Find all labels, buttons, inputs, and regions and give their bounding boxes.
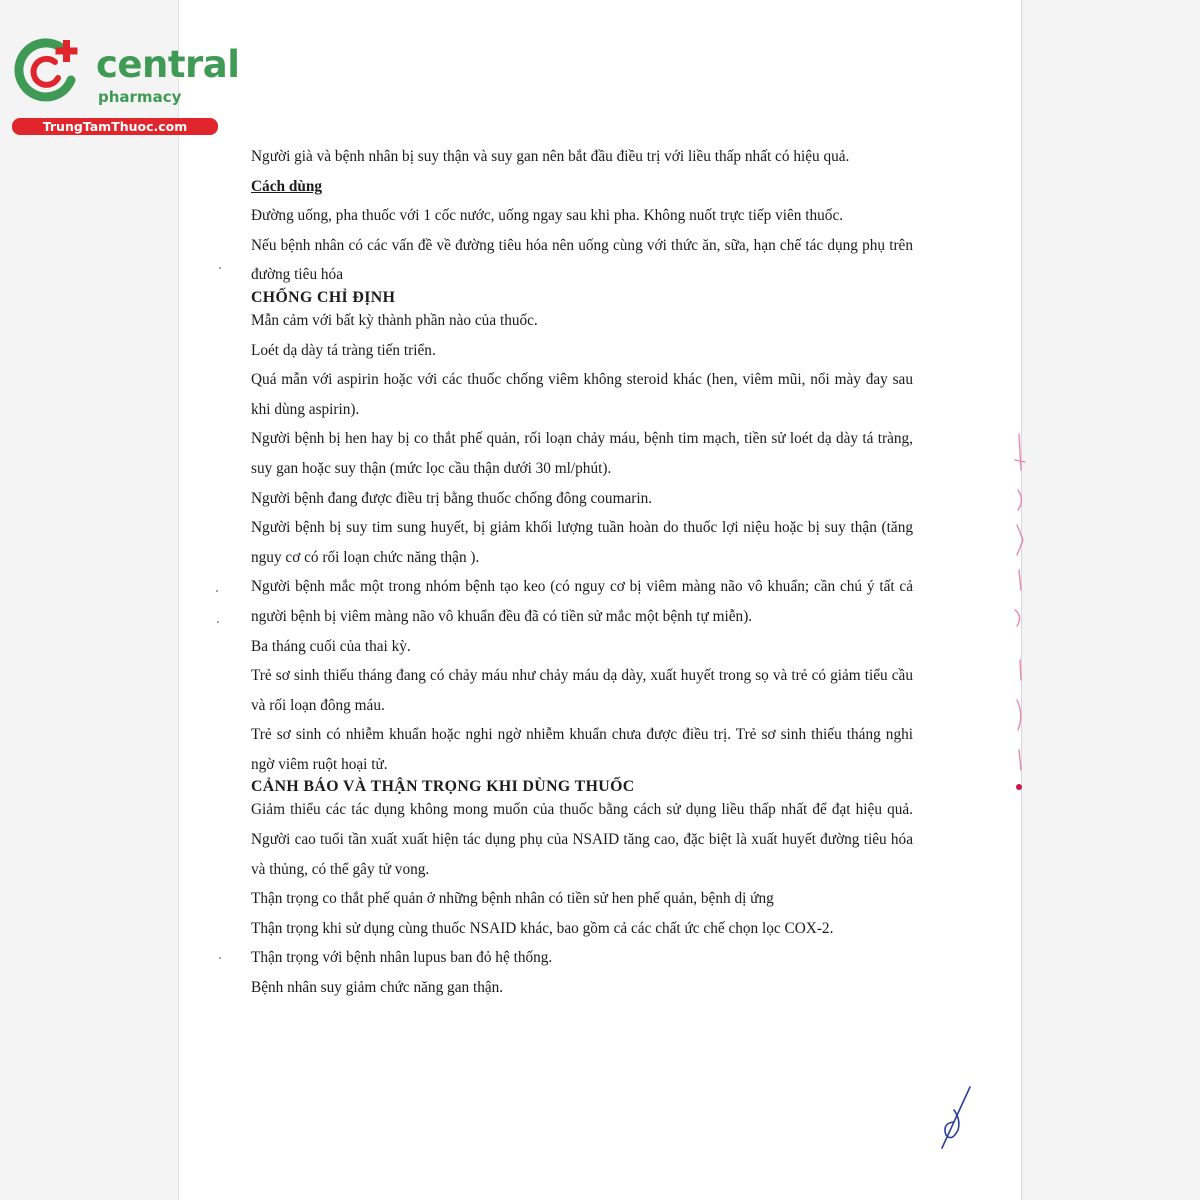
warning-item: Thận trọng co thắt phế quản ở những bệnh nhân có tiền sử hen phế quản, bệnh dị ứng — [251, 890, 774, 908]
contraindication-item: Mẫn cảm với bất kỳ thành phần nào của thuốc. — [251, 311, 538, 329]
warning-item: Giảm thiểu các tác dụng không mong muốn của thuốc bằng cách sử dụng liều thấp nhất để đạt hiệu quả. Người cao tuổi tần xuất xuất hiện tác dụng phụ của NSAID tăng cao, đặc biệt là xuất huyết đường tiêu hóa và thủng, có thể gây tử vong. — [251, 801, 913, 878]
scan-speck — [217, 621, 219, 623]
document-body — [251, 142, 913, 1003]
contraindication-item: Người bệnh bị suy tim sung huyết, bị giảm khối lượng tuần hoàn do thuốc lợi niệu hoặc bị suy thận (tăng nguy cơ có rối loạn chức năng thận ). — [251, 519, 913, 566]
usage-heading: Cách dùng — [251, 177, 322, 195]
contraindication-item: Quá mẫn với aspirin hoặc với các thuốc chống viêm không steroid khác (hen, viêm mũi, nổi mày đay sau khi dùng aspirin). — [251, 371, 913, 418]
contraindication-item: Người bệnh mắc một trong nhóm bệnh tạo keo (có nguy cơ bị viêm màng não vô khuẩn; cần chú ý tất cả người bệnh bị viêm màng não vô khuẩn đều đã có tiền sử mắc một bệnh tự miễn). — [251, 578, 913, 625]
warning-item: Bệnh nhân suy giảm chức năng gan thận. — [251, 979, 504, 997]
central-pharmacy-logo[interactable] — [10, 36, 240, 136]
warnings-heading: CẢNH BÁO VÀ THẬN TRỌNG KHI DÙNG THUỐC — [251, 778, 635, 796]
warning-item: Thận trọng với bệnh nhân lupus ban đỏ hệ thống. — [251, 949, 553, 967]
contraindications-heading: CHỐNG CHỈ ĐỊNH — [251, 288, 396, 306]
handwritten-signature — [930, 1082, 980, 1162]
intro-paragraph: Người già và bệnh nhân bị suy thận và suy gan nên bắt đầu điều trị với liều thấp nhất có hiệu quả. — [251, 148, 850, 165]
pharmacy-cross-logo-icon — [10, 36, 82, 108]
brand-url-badge[interactable]: TrungTamThuoc.com — [12, 118, 218, 135]
scan-speck — [219, 267, 221, 269]
brand-name: central — [96, 43, 240, 86]
scan-speck — [219, 957, 221, 959]
usage-line: Đường uống, pha thuốc với 1 cốc nước, uống ngay sau khi pha. Không nuốt trực tiếp viên thuốc. — [251, 207, 844, 225]
brand-subtitle: pharmacy — [98, 88, 182, 106]
contraindication-item: Người bệnh bị hen hay bị co thắt phế quản, rối loạn chảy máu, bệnh tim mạch, tiền sử loét dạ dày tá tràng, suy gan hoặc suy thận (mức lọc cầu thận dưới 30 ml/phút). — [251, 430, 913, 477]
contraindication-item: Ba tháng cuối của thai kỳ. — [251, 637, 411, 655]
usage-line: Nếu bệnh nhân có các vấn đề về đường tiêu hóa nên uống cùng với thức ăn, sữa, hạn chế tác dụng phụ trên đường tiêu hóa — [251, 236, 913, 284]
scan-speck — [216, 590, 218, 592]
contraindication-item: Trẻ sơ sinh có nhiễm khuẩn hoặc nghi ngờ nhiễm khuẩn chưa được điều trị. Trẻ sơ sinh thiếu tháng nghi ngờ viêm ruột hoại tử. — [251, 726, 913, 773]
warning-item: Thận trọng khi sử dụng cùng thuốc NSAID khác, bao gồm cả các chất ức chế chọn lọc COX-2. — [251, 919, 834, 937]
margin-handwriting-mark — [1005, 430, 1045, 800]
contraindication-item: Trẻ sơ sinh thiếu tháng đang có chảy máu như chảy máu dạ dày, xuất huyết trong sọ và trẻ có giảm tiểu cầu và rối loạn đông máu. — [251, 667, 913, 714]
contraindication-item: Người bệnh đang được điều trị bằng thuốc chống đông coumarin. — [251, 489, 653, 507]
contraindication-item: Loét dạ dày tá tràng tiến triển. — [251, 341, 436, 359]
